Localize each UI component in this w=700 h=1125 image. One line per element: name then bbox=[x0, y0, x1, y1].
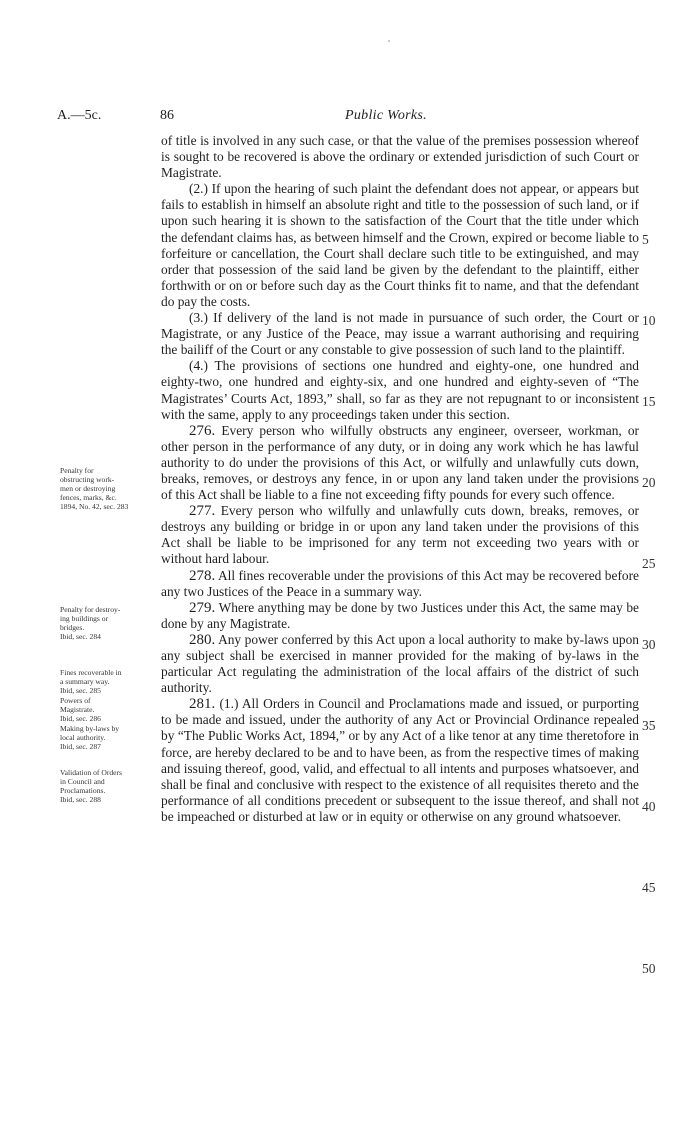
margin-note-line: bridges. bbox=[60, 623, 85, 632]
margin-note-line: obstructing work- bbox=[60, 475, 115, 484]
margin-note-line: Magistrate. bbox=[60, 705, 95, 714]
margin-note-line: Ibid, sec. 285 bbox=[60, 686, 101, 695]
margin-note-line: Ibid, sec. 288 bbox=[60, 795, 101, 804]
paragraph-subsection-3: (3.) If delivery of the land is not made in pursuance of such order, the Court or Magistrate, or any Justice of the Peace, may issue a warrant authorising and requiring the bailiff of the Court or any constable to give possession of such land to the plaintiff. bbox=[161, 310, 639, 358]
page-number: 86 bbox=[160, 108, 174, 123]
paragraph-continuation: of title is involved in any such case, or that the value of the premises possession whereof is sought to be recovered is above the ordinary or extended jurisdiction of such Court or Magistrate. bbox=[161, 133, 639, 181]
line-number: 25 bbox=[642, 556, 656, 571]
margin-note-line: 1894, No. 42, sec. 283 bbox=[60, 502, 129, 511]
paragraph-subsection-2: (2.) If upon the hearing of such plaint the defendant does not appear, or appears but fails to establish in himself an absolute right and title to the possession of such land, or if upon such hearing it is shown to the satisfaction of the Court that the title under which the defendant claims has, as between himself and the Crown, expired or become liable to forfeiture or cancellation, the Court shall declare such title to be extinguished, and may order that possession of the said land be given by the defendant to the plaintiff, either forthwith or on or before such day as the Court thinks fit to name, and that the defendant do pay the costs. bbox=[161, 181, 639, 309]
margin-note-line: a summary way. bbox=[60, 677, 110, 686]
line-number: 35 bbox=[642, 718, 656, 733]
margin-note-fines bbox=[60, 668, 155, 695]
section-281 bbox=[161, 696, 639, 825]
line-number: 20 bbox=[642, 475, 656, 490]
margin-note-bylaws bbox=[60, 724, 155, 751]
document-reference: A.—5c. bbox=[57, 108, 102, 123]
body-text bbox=[161, 133, 639, 825]
section-278 bbox=[161, 568, 639, 600]
paragraph-subsection-4: (4.) The provisions of sections one hundred and eighty-one, one hundred and eighty-two, one hundred and eighty-six, and one hundred and eighty-seven of “The Magistrates’ Courts Act, 1893,” shall, so far as they are not repugnant to or inconsistent with the same, apply to any proceedings taken under this section. bbox=[161, 358, 639, 422]
section-text: Where anything may be done by two Justices under this Act, the same may be done by any Magistrate. bbox=[161, 599, 639, 631]
section-279 bbox=[161, 600, 639, 632]
section-text: (1.) All Orders in Council and Proclamations made and issued, or purporting to be made and issued, under the authority of any Act or Provincial Ordinance repealed by “The Public Works Act, 1894,” or by any Act of a like tenor at any time theretofore in force, are hereby declared to be and to have been, as from the respective times of making and issuing thereof, good, valid, and effectual to all intents and purposes whatsoever, and shall be final and conclusive with respect to the existence of all requisites thereto and the performance of all conditions precedent or subsequent to the issue thereof, and shall not be impeached or disturbed at law or in equity or otherwise on any ground whatsoever. bbox=[161, 696, 639, 824]
section-text: Every person who wilfully and unlawfully cuts down, breaks, removes, or destroys any building or bridge in or upon any land taken under the provisions of this Act shall be liable to be imprisoned for any term not exceeding two years with or without hard labour. bbox=[161, 503, 639, 567]
section-276 bbox=[161, 423, 639, 503]
margin-note-penalty-obstructing bbox=[60, 466, 155, 511]
margin-note-line: Making by-laws by bbox=[60, 724, 120, 733]
margin-note-validation bbox=[60, 768, 155, 804]
section-280 bbox=[161, 632, 639, 696]
margin-note-line: Ibid, sec. 287 bbox=[60, 742, 101, 751]
margin-note-line: Ibid, sec. 284 bbox=[60, 632, 101, 641]
margin-note-line: local authority. bbox=[60, 733, 106, 742]
margin-note-line: Validation of Orders bbox=[60, 768, 122, 777]
section-277 bbox=[161, 503, 639, 567]
line-number: 5 bbox=[642, 232, 649, 247]
section-text: Any power conferred by this Act upon a local authority to make by-laws upon any subject shall be exercised in manner provided for the making of by-laws in the particular Act regulating the administration of the local affairs of the district of such authority. bbox=[161, 631, 639, 696]
scan-speck bbox=[388, 40, 390, 42]
margin-note-line: Fines recoverable in bbox=[60, 668, 122, 677]
line-number: 30 bbox=[642, 637, 656, 652]
section-text: Every person who wilfully obstructs any engineer, overseer, workman, or other person in the performance of any duty, or in doing any work which he has lawful authority to do under the provisions of this Act, or wilfully and unlawfully cuts down, breaks, removes, or destroys any fence, in or upon any land taken under the provisions of this Act shall be liable to a fine not exceeding fifty pounds for every such offence. bbox=[161, 422, 639, 503]
section-number: 279. bbox=[189, 599, 216, 616]
section-text: All fines recoverable under the provisions of this Act may be recovered before any two Justices of the Peace in a summary way. bbox=[161, 567, 639, 599]
margin-note-line: Penalty for bbox=[60, 466, 94, 475]
page-header bbox=[0, 108, 700, 130]
section-number: 278. bbox=[189, 567, 216, 584]
line-number: 10 bbox=[642, 313, 656, 328]
margin-note-line: in Council and bbox=[60, 777, 105, 786]
section-number: 276. bbox=[189, 422, 216, 439]
margin-note-penalty-destroying bbox=[60, 605, 155, 641]
margin-note-line: fences, marks, &c. bbox=[60, 493, 117, 502]
line-number: 45 bbox=[642, 880, 656, 895]
margin-note-magistrate bbox=[60, 696, 155, 723]
margin-note-line: Penalty for destroy- bbox=[60, 605, 121, 614]
margin-note-line: Ibid, sec. 286 bbox=[60, 714, 101, 723]
section-number: 280. bbox=[189, 631, 216, 648]
margin-note-line: Proclamations. bbox=[60, 786, 106, 795]
section-number: 277. bbox=[189, 503, 216, 520]
margin-note-line: Powers of bbox=[60, 696, 91, 705]
margin-note-line: men or destroying bbox=[60, 484, 116, 493]
line-number: 40 bbox=[642, 799, 656, 814]
margin-note-line: ing buildings or bbox=[60, 614, 109, 623]
section-number: 281. bbox=[189, 696, 216, 713]
running-title: Public Works. bbox=[345, 108, 427, 123]
line-number: 50 bbox=[642, 961, 656, 976]
line-number: 15 bbox=[642, 394, 656, 409]
